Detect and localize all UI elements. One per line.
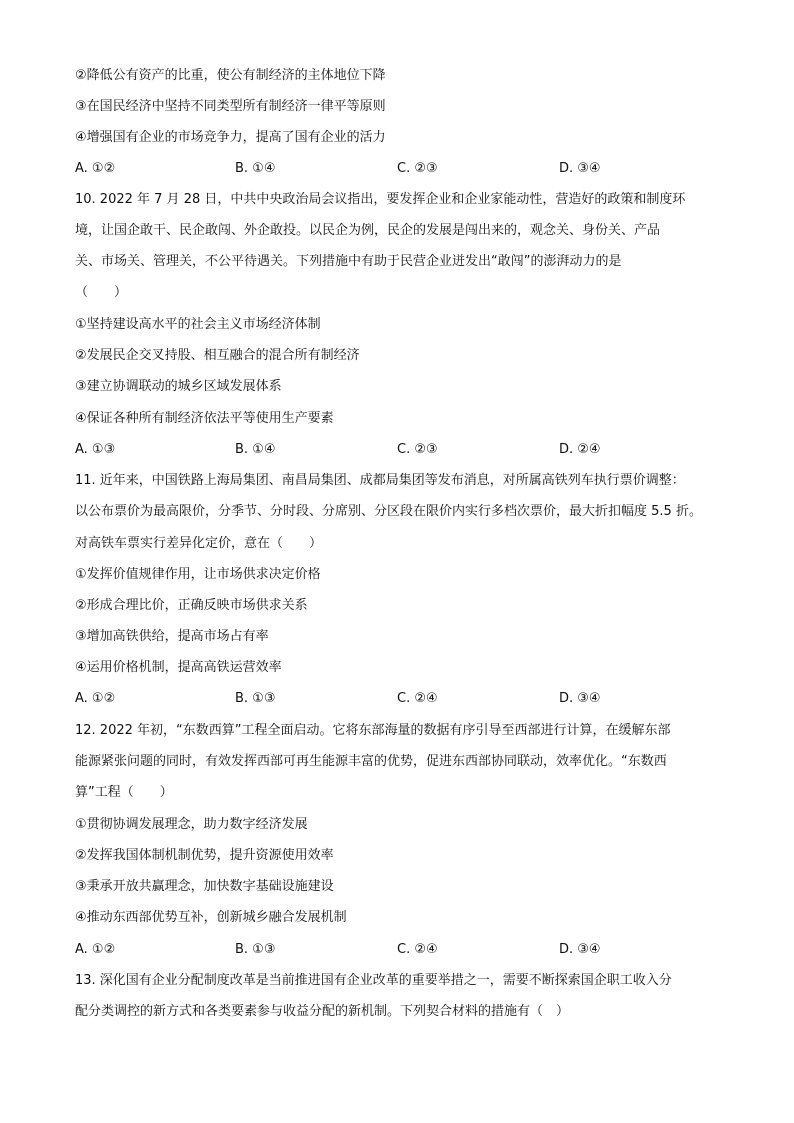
q11-stem-line-2: 以公布票价为最高限价，分季节、分时段、分席别、分区段在限价内实行多档次票价，最大折扣幅度 5.5 折。: [75, 504, 702, 519]
q11-item-4: ④运用价格机制，提高高铁运营效率: [75, 660, 282, 675]
q11-option-c: C. ②④: [397, 691, 438, 706]
q12-stem-line-3: 算”工程（ ）: [75, 785, 173, 800]
q11-item-1: ①发挥价值规律作用，让市场供求决定价格: [75, 567, 321, 582]
q12-item-2: ②发挥我国体制机制优势，提升资源使用效率: [75, 848, 334, 863]
q12-option-d: D. ③④: [559, 942, 601, 957]
q9-option-c: C. ②③: [397, 161, 438, 176]
q11-options: [75, 689, 755, 709]
q10-item-1: ①坚持建设高水平的社会主义市场经济体制: [75, 317, 321, 332]
q11-option-a: A. ①②: [75, 691, 116, 706]
q10-item-4: ④保证各种所有制经济依法平等使用生产要素: [75, 411, 334, 426]
q12-item-3: ③秉承开放共赢理念，加快数字基础设施建设: [75, 879, 334, 894]
q12-item-4: ④推动东西部优势互补，创新城乡融合发展机制: [75, 910, 347, 925]
q10-stem-line-2: 境，让国企敢干、民企敢闯、外企敢投。以民企为例，民企的发展是闯出来的，观念关、身份关、产品: [75, 223, 661, 238]
q10-item-2: ②发展民企交叉持股、相互融合的混合所有制经济: [75, 348, 360, 363]
q10-options: [75, 440, 755, 460]
q11-stem-line-1: 11. 近年来，中国铁路上海局集团、南昌局集团、成都局集团等发布消息，对所属高铁列车执行票价调整：: [75, 473, 685, 488]
q9-option-b: B. ①④: [235, 161, 276, 176]
q11-option-b: B. ①③: [235, 691, 276, 706]
q10-option-d: D. ②④: [559, 442, 601, 457]
q12-stem-line-1: 12. 2022 年初，“东数西算”工程全面启动。它将东部海量的数据有序引导至西部进行计算，在缓解东部: [75, 723, 671, 738]
q9-item-4: ④增强国有企业的市场竞争力，提高了国有企业的活力: [75, 130, 386, 145]
q10-option-c: C. ②③: [397, 442, 438, 457]
q10-item-3: ③建立协调联动的城乡区域发展体系: [75, 379, 282, 394]
q9-option-d: D. ③④: [559, 161, 601, 176]
q10-stem-line-1: 10. 2022 年 7 月 28 日，中共中央政治局会议指出，要发挥企业和企业家能动性，营造好的政策和制度环: [75, 192, 686, 207]
q12-option-a: A. ①②: [75, 942, 116, 957]
q10-stem-line-3: 关、市场关、管理关，不公平待遇关。下列措施中有助于民营企业迸发出“敢闯”的澎湃动力的是: [75, 254, 622, 269]
q9-item-2: ②降低公有资产的比重，使公有制经济的主体地位下降: [75, 68, 386, 83]
q11-item-3: ③增加高铁供给，提高市场占有率: [75, 629, 269, 644]
q10-option-a: A. ①③: [75, 442, 116, 457]
q10-answer-blank: （ ）: [75, 285, 128, 300]
q12-stem-line-2: 能源紧张问题的同时，有效发挥西部可再生能源丰富的优势，促进东西部协同联动，效率优化。“东数西: [75, 754, 667, 769]
q11-stem-line-3: 对高铁车票实行差异化定价，意在（ ）: [75, 536, 323, 551]
q11-item-2: ②形成合理比价，正确反映市场供求关系: [75, 598, 308, 613]
q12-options: [75, 940, 755, 960]
q9-item-3: ③在国民经济中坚持不同类型所有制经济一律平等原则: [75, 99, 386, 114]
q12-option-b: B. ①③: [235, 942, 276, 957]
q13-stem-line-1: 13. 深化国有企业分配制度改革是当前推进国有企业改革的重要举措之一，需要不断探索国企职工收入分: [75, 973, 672, 988]
q9-option-a: A. ①②: [75, 161, 116, 176]
q9-options: [75, 159, 755, 179]
q13-stem-line-2: 配分类调控的新方式和各类要素参与收益分配的新机制。下列契合材料的措施有（ ）: [75, 1004, 570, 1019]
q12-option-c: C. ②④: [397, 942, 438, 957]
q12-item-1: ①贯彻协调发展理念，助力数字经济发展: [75, 817, 308, 832]
q11-option-d: D. ③④: [559, 691, 601, 706]
q10-option-b: B. ①④: [235, 442, 276, 457]
